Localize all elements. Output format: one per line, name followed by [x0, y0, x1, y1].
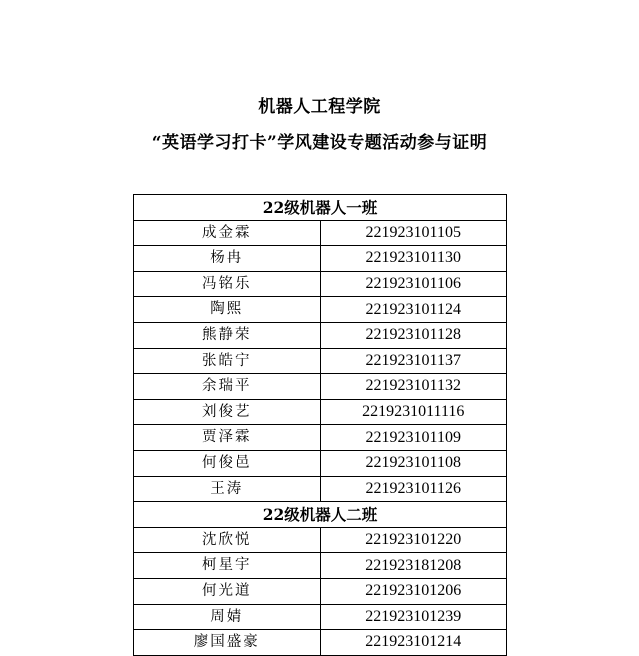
student-name: 贾泽霖 — [134, 425, 321, 451]
table-row — [134, 348, 507, 374]
student-id: 221923101220 — [320, 527, 507, 553]
class-section-header — [134, 195, 507, 221]
student-name: 廖国盛豪 — [134, 630, 321, 656]
table-row — [134, 630, 507, 656]
student-id: 221923101128 — [320, 322, 507, 348]
student-id: 221923101130 — [320, 246, 507, 272]
student-id: 221923101106 — [320, 271, 507, 297]
table-row — [134, 476, 507, 502]
student-name: 沈欣悦 — [134, 527, 321, 553]
student-id: 221923101206 — [320, 578, 507, 604]
table-row — [134, 553, 507, 579]
student-id: 221923101108 — [320, 450, 507, 476]
student-name: 柯星宇 — [134, 553, 321, 579]
table-row — [134, 271, 507, 297]
student-id: 221923101132 — [320, 374, 507, 400]
table-row — [134, 527, 507, 553]
class-heading: 22级机器人一班 — [134, 195, 507, 221]
table-row — [134, 374, 507, 400]
student-id: 221923101214 — [320, 630, 507, 656]
student-id: 221923181208 — [320, 553, 507, 579]
table-row — [134, 399, 507, 425]
student-id: 221923101109 — [320, 425, 507, 451]
table-row — [134, 578, 507, 604]
participants-table — [133, 194, 507, 656]
student-name: 成金霖 — [134, 220, 321, 246]
table-row — [134, 604, 507, 630]
table-row — [134, 246, 507, 272]
student-id: 221923101239 — [320, 604, 507, 630]
table-row — [134, 450, 507, 476]
student-name: 余瑞平 — [134, 374, 321, 400]
student-id: 2219231011116 — [320, 399, 507, 425]
student-name: 何俊邑 — [134, 450, 321, 476]
student-id: 221923101137 — [320, 348, 507, 374]
table-row — [134, 425, 507, 451]
student-id: 221923101124 — [320, 297, 507, 323]
student-id: 221923101105 — [320, 220, 507, 246]
student-id: 221923101126 — [320, 476, 507, 502]
student-name: 王涛 — [134, 476, 321, 502]
class-section-header — [134, 502, 507, 528]
table-row — [134, 322, 507, 348]
table-row — [134, 297, 507, 323]
student-name: 冯铭乐 — [134, 271, 321, 297]
table-row — [134, 220, 507, 246]
student-name: 熊静荣 — [134, 322, 321, 348]
document-subtitle: “英语学习打卡”学风建设专题活动参与证明 — [151, 133, 488, 153]
student-name: 周婧 — [134, 604, 321, 630]
class-heading: 22级机器人二班 — [134, 502, 507, 528]
student-name: 杨冉 — [134, 246, 321, 272]
document-title: 机器人工程学院 — [258, 97, 381, 117]
student-name: 刘俊艺 — [134, 399, 321, 425]
student-name: 陶熙 — [134, 297, 321, 323]
student-name: 何光道 — [134, 578, 321, 604]
student-name: 张皓宁 — [134, 348, 321, 374]
